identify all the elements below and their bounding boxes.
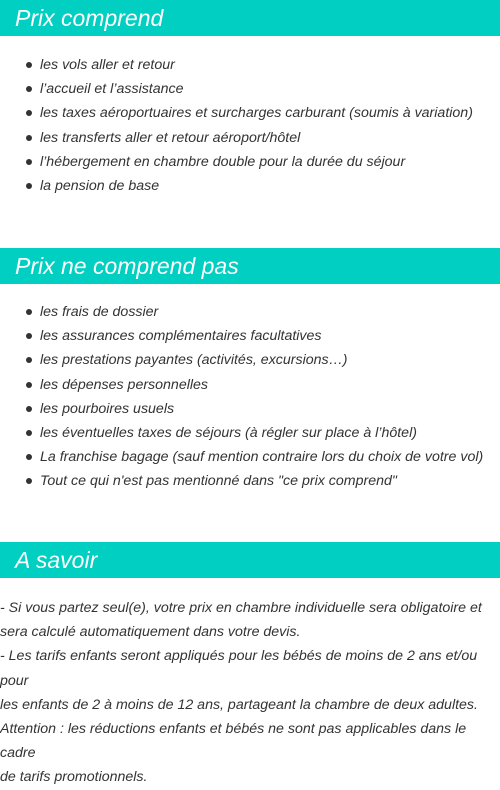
list-item: les prestations payantes (activités, excursions…)	[0, 348, 500, 372]
list-item: les transferts aller et retour aéroport/hôtel	[0, 126, 500, 150]
info-text-block	[0, 596, 500, 790]
included-section-title: Prix comprend	[0, 0, 500, 36]
list-item: l’hébergement en chambre double pour la durée du séjour	[0, 150, 500, 174]
info-paragraph: - Les tarifs enfants seront appliqués pour les bébés de moins de 2 ans et/ou pour les enfants de 2 à moins de 12 ans, partageant la chambre de deux adultes.	[0, 648, 478, 713]
list-item: La franchise bagage (sauf mention contraire lors du choix de votre vol)	[0, 445, 500, 469]
excluded-list	[0, 300, 500, 494]
list-item: les frais de dossier	[0, 300, 500, 324]
list-item: la pension de base	[0, 174, 500, 198]
list-item: les dépenses personnelles	[0, 373, 500, 397]
list-item: les pourboires usuels	[0, 397, 500, 421]
list-item: les taxes aéroportuaires et surcharges carburant (soumis à variation)	[0, 101, 500, 125]
list-item: l’accueil et l’assistance	[0, 77, 500, 101]
list-item: Tout ce qui n'est pas mentionné dans "ce prix comprend"	[0, 469, 500, 493]
included-list	[0, 53, 500, 198]
info-section-title: A savoir	[0, 542, 500, 578]
info-paragraph: Attention : les réductions enfants et bébés ne sont pas applicables dans le cadre de tarifs promotionnels.	[0, 721, 467, 786]
excluded-section-title: Prix ne comprend pas	[0, 248, 500, 284]
list-item: les éventuelles taxes de séjours (à régler sur place à l’hôtel)	[0, 421, 500, 445]
list-item: les vols aller et retour	[0, 53, 500, 77]
list-item: les assurances complémentaires facultatives	[0, 324, 500, 348]
info-paragraph: - Si vous partez seul(e), votre prix en chambre individuelle sera obligatoire et sera calculé automatiquement dans votre devis.	[0, 600, 482, 641]
